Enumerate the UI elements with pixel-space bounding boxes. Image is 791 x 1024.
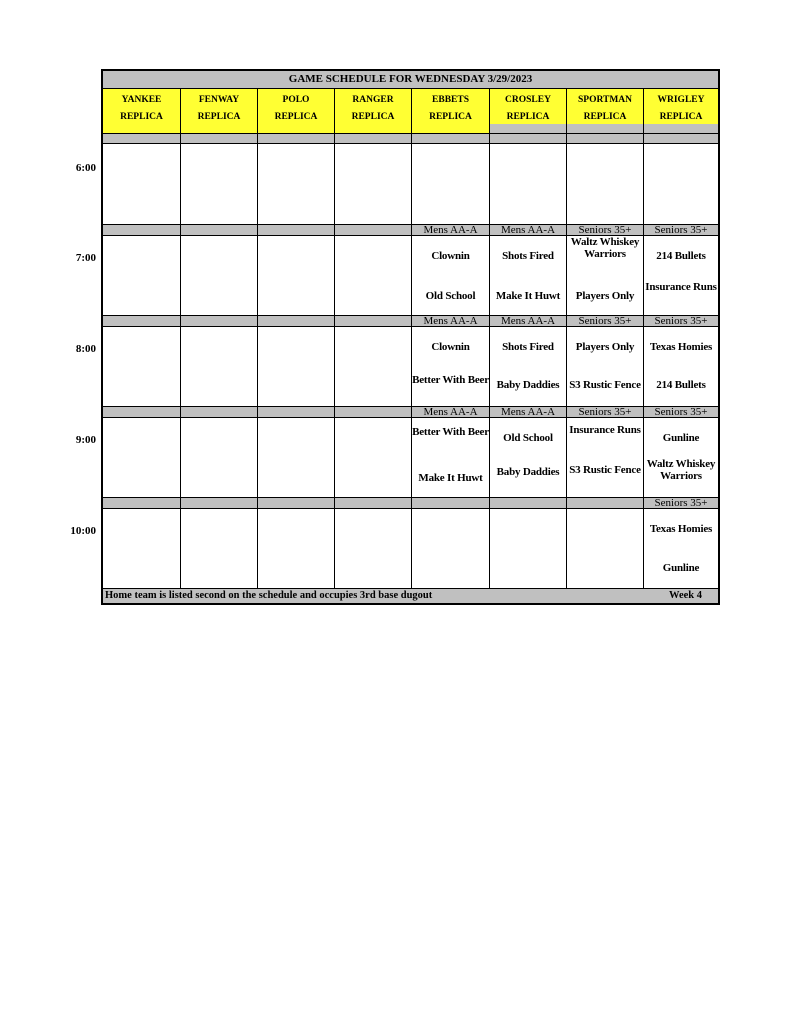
game-cell: [334, 418, 411, 497]
game-cell: [643, 509, 718, 589]
game-cell: [103, 327, 180, 406]
division-label: [334, 498, 411, 508]
division-label: Mens AA-A: [489, 225, 566, 235]
field-sub: REPLICA: [120, 112, 163, 122]
field-header-crosley: [489, 89, 566, 124]
away-team: Gunline: [662, 432, 700, 444]
division-label: [103, 498, 180, 508]
game-cell: [334, 144, 411, 224]
game-cell: [566, 509, 643, 589]
field-sub: REPLICA: [583, 112, 627, 122]
game-cell: [411, 418, 489, 497]
division-label: [334, 316, 411, 326]
division-label: [411, 134, 489, 143]
division-label: Seniors 35+: [566, 407, 643, 417]
field-header-fenway: [180, 89, 257, 133]
field-sub: REPLICA: [429, 112, 472, 122]
field-name: POLO: [282, 95, 310, 105]
division-label: [334, 407, 411, 417]
division-label: [257, 225, 334, 235]
away-team: Insurance Runs: [569, 424, 641, 436]
division-label: Mens AA-A: [489, 316, 566, 326]
division-label: [180, 498, 257, 508]
game-cell: [489, 144, 566, 224]
home-team: Make It Huwt: [495, 290, 561, 302]
division-band: [103, 406, 718, 418]
away-team: Texas Homies: [649, 341, 713, 353]
away-team: Waltz Whiskey Warriors: [570, 236, 640, 260]
home-team: Waltz Whiskey Warriors: [646, 458, 716, 482]
division-label: [643, 134, 718, 143]
division-label: [257, 134, 334, 143]
division-band: [103, 224, 718, 236]
field-sub: REPLICA: [197, 112, 241, 122]
game-cell: [411, 509, 489, 589]
game-cell: [180, 144, 257, 224]
game-cell: [411, 236, 489, 315]
division-label: Mens AA-A: [411, 316, 489, 326]
game-cell: [643, 327, 718, 406]
field-header-wrigley: [643, 89, 718, 124]
field-header-sportman: [566, 89, 643, 124]
division-label: [489, 134, 566, 143]
division-band: [103, 315, 718, 327]
game-cell: [103, 509, 180, 589]
division-label: Seniors 35+: [566, 225, 643, 235]
game-cell: [257, 509, 334, 589]
game-cell: [489, 236, 566, 315]
field-header-ebbets: [411, 89, 489, 133]
division-label: Seniors 35+: [643, 225, 718, 235]
division-band: [103, 133, 718, 144]
game-cell: [411, 144, 489, 224]
home-team: Old School: [425, 290, 476, 302]
game-cell: [334, 327, 411, 406]
game-cell: [643, 236, 718, 315]
time-label: 8:00: [75, 343, 96, 355]
division-label: [334, 134, 411, 143]
home-team: Baby Daddies: [496, 466, 560, 478]
field-sub: REPLICA: [351, 112, 395, 122]
header-gray-fill: [489, 124, 566, 133]
schedule-table: [101, 69, 720, 605]
division-label: [489, 498, 566, 508]
home-team: S3 Rustic Fence: [569, 464, 641, 476]
division-label: Mens AA-A: [411, 225, 489, 235]
game-cell: [103, 144, 180, 224]
division-band: [103, 497, 718, 509]
game-cell: [257, 327, 334, 406]
field-name: FENWAY: [198, 95, 240, 105]
division-label: [257, 316, 334, 326]
field-header-yankee: [103, 89, 180, 133]
time-label: 6:00: [75, 162, 96, 174]
division-label: [566, 498, 643, 508]
field-name: YANKEE: [121, 95, 162, 105]
home-team: S3 Rustic Fence: [569, 379, 641, 391]
time-slot-row: [103, 144, 718, 224]
game-cell: [257, 418, 334, 497]
away-team: Clownin: [431, 250, 470, 262]
game-cell: [257, 236, 334, 315]
away-team: Old School: [503, 432, 553, 444]
schedule-title: GAME SCHEDULE FOR WEDNESDAY 3/29/2023: [103, 71, 718, 89]
division-label: Mens AA-A: [411, 407, 489, 417]
game-cell: [334, 509, 411, 589]
game-cell: [566, 327, 643, 406]
away-team: Better With Beer: [412, 426, 489, 438]
header-gray-fill: [643, 124, 718, 133]
field-header-polo: [257, 89, 334, 133]
game-cell: [566, 236, 643, 315]
division-label: [180, 407, 257, 417]
division-label: Seniors 35+: [643, 316, 718, 326]
field-header-ranger: [334, 89, 411, 133]
division-label: Seniors 35+: [643, 498, 718, 508]
field-name: WRIGLEY: [657, 95, 705, 105]
division-label: Seniors 35+: [643, 407, 718, 417]
division-label: [180, 225, 257, 235]
division-label: [103, 225, 180, 235]
game-cell: [643, 144, 718, 224]
division-label: Seniors 35+: [566, 316, 643, 326]
time-slot-row: [103, 418, 718, 497]
away-team: Texas Homies: [649, 523, 713, 535]
game-cell: [566, 144, 643, 224]
time-slot-row: [103, 236, 718, 315]
away-team: Clownin: [431, 341, 470, 353]
field-name: CROSLEY: [505, 95, 551, 105]
home-team: Gunline: [662, 562, 700, 574]
field-sub: REPLICA: [274, 112, 318, 122]
division-label: [257, 498, 334, 508]
game-cell: [180, 327, 257, 406]
game-cell: [489, 327, 566, 406]
home-team: 214 Bullets: [656, 379, 706, 391]
home-team: Make It Huwt: [418, 472, 483, 484]
time-label: 10:00: [70, 525, 96, 537]
time-label: 9:00: [75, 434, 96, 446]
footer-row: [103, 588, 718, 603]
header-gray-fill: [566, 124, 643, 133]
time-slot-row: [103, 509, 718, 589]
field-name: EBBETS: [432, 95, 469, 105]
division-label: Mens AA-A: [489, 407, 566, 417]
week-label: Week 4: [669, 590, 702, 601]
away-team: Shots Fired: [502, 250, 554, 262]
field-name: RANGER: [352, 95, 394, 105]
division-label: [103, 407, 180, 417]
game-cell: [257, 144, 334, 224]
game-cell: [643, 418, 718, 497]
division-label: [257, 407, 334, 417]
division-label: [566, 134, 643, 143]
division-label: [180, 316, 257, 326]
division-label: [103, 316, 180, 326]
away-team: 214 Bullets: [656, 250, 706, 262]
game-cell: [180, 509, 257, 589]
game-cell: [103, 236, 180, 315]
time-slot-row: [103, 327, 718, 406]
game-cell: [103, 418, 180, 497]
game-cell: [489, 509, 566, 589]
game-cell: [489, 418, 566, 497]
game-cell: [180, 236, 257, 315]
division-label: [334, 225, 411, 235]
field-sub: REPLICA: [659, 112, 703, 122]
away-team: Players Only: [575, 341, 635, 353]
home-team: Better With Beer: [412, 374, 489, 386]
field-sub: REPLICA: [506, 112, 550, 122]
field-name: SPORTMAN: [577, 95, 633, 105]
away-team: Shots Fired: [502, 341, 554, 353]
game-cell: [180, 418, 257, 497]
home-team: Baby Daddies: [496, 379, 560, 391]
home-team: Insurance Runs: [645, 281, 717, 293]
time-label: 7:00: [75, 252, 96, 264]
division-label: [180, 134, 257, 143]
home-team: Players Only: [575, 290, 635, 302]
home-team-note: Home team is listed second on the schedule and occupies 3rd base dugout: [105, 590, 433, 601]
division-label: [411, 498, 489, 508]
game-cell: [566, 418, 643, 497]
game-cell: [334, 236, 411, 315]
division-label: [103, 134, 180, 143]
game-cell: [411, 327, 489, 406]
